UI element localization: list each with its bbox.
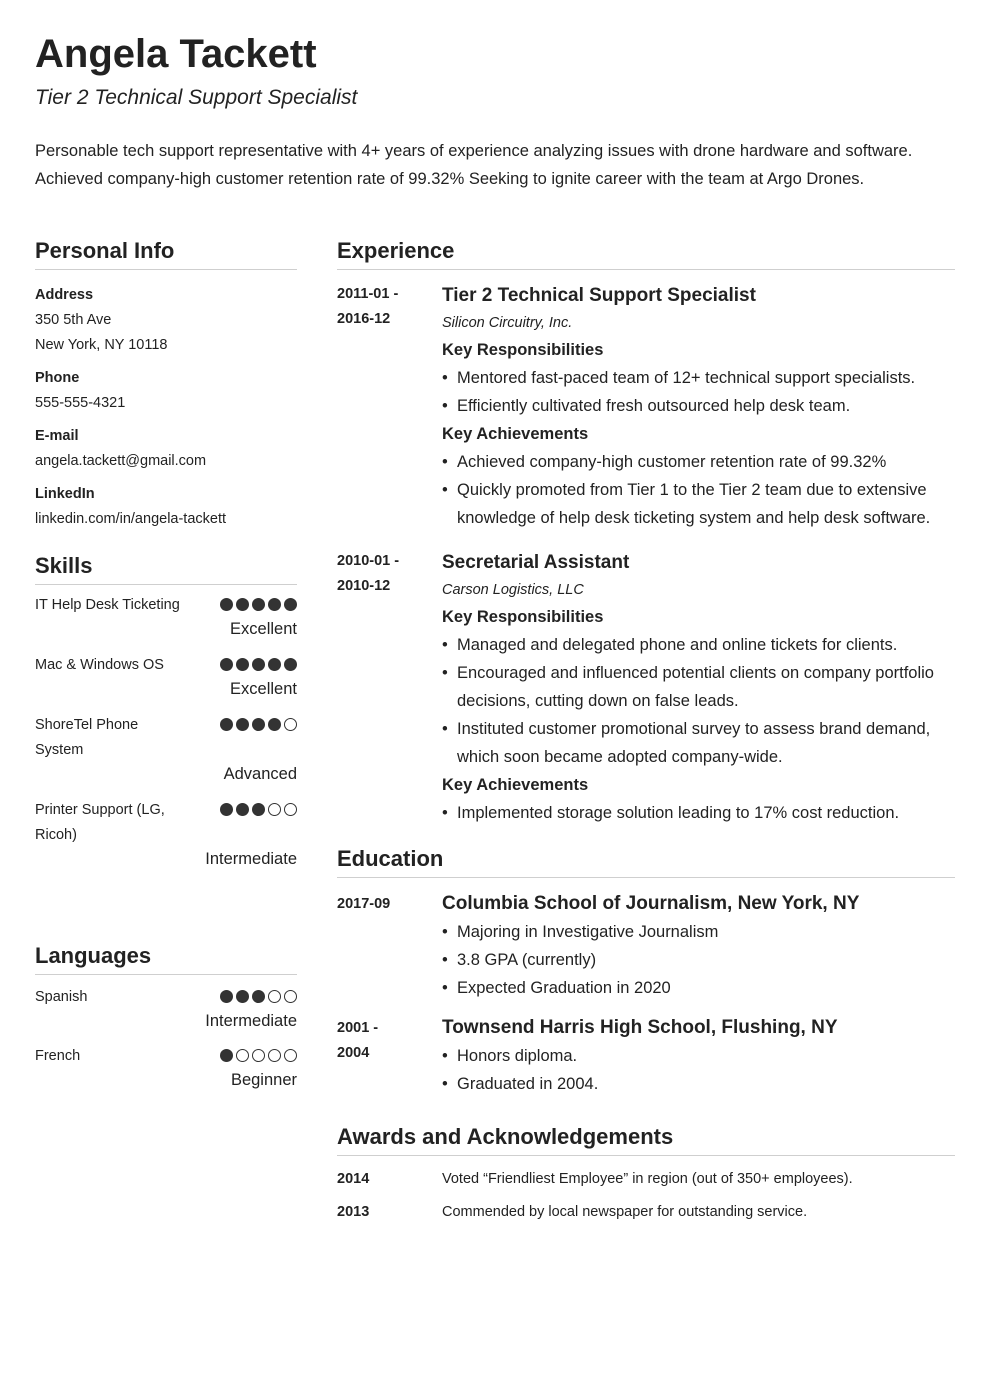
experience-list (337, 282, 955, 827)
award-text: Commended by local newspaper for outstanding service. (442, 1204, 808, 1220)
filled-dot-icon (252, 658, 265, 671)
filled-dot-icon (252, 803, 265, 816)
skill-item (35, 593, 297, 642)
filled-dot-icon (236, 598, 249, 611)
award-item (337, 1168, 955, 1201)
skill-level: Advanced (223, 765, 297, 783)
phone-label: Phone (35, 370, 80, 386)
empty-dot-icon (252, 1049, 265, 1062)
email-value: angela.tackett@gmail.com (35, 453, 207, 469)
bullet-list (442, 448, 955, 532)
bullet-item: • Quickly promoted from Tier 1 to the Tier 2 team due to extensive knowledge of help desk ticketing system and help desk software. (442, 476, 955, 532)
empty-dot-icon (268, 803, 281, 816)
filled-dot-icon (220, 803, 233, 816)
bullet-item: • Implemented storage solution leading to 17% cost reduction. (442, 799, 955, 827)
address-label: Address (35, 287, 94, 303)
language-item (35, 1044, 297, 1093)
bullet-list (442, 364, 955, 420)
summary-paragraph: Personable tech support representative with 4+ years of experience analyzing issues with drone hardware and software. Achieved company-high customer retention rate of 99.32% Seeking to ignite career with the team at Argo Drones. (35, 142, 913, 188)
experience-section (337, 236, 955, 827)
personal-info-heading: Personal Info (35, 238, 175, 263)
address-line-1: 350 5th Ave (35, 312, 112, 328)
school-name: Townsend Harris High School, Flushing, NY (442, 1017, 838, 1038)
education-entry (337, 890, 955, 1002)
school-name: Columbia School of Journalism, New York, NY (442, 893, 860, 914)
experience-body (442, 282, 955, 532)
date-start: 2011-01 - (337, 286, 399, 302)
bullet-item: • Graduated in 2004. (442, 1070, 955, 1098)
bullet-item: • 3.8 GPA (currently) (442, 946, 955, 974)
filled-dot-icon (268, 598, 281, 611)
skill-level: Excellent (230, 620, 297, 638)
email-label: E-mail (35, 428, 79, 444)
skill-name: Mac & Windows OS (35, 657, 164, 673)
bullet-item: • Honors diploma. (442, 1042, 955, 1070)
bullet-list (442, 799, 955, 827)
languages-section (35, 941, 297, 1093)
company-name: Silicon Circuitry, Inc. (442, 315, 573, 331)
rating-dots (220, 718, 297, 734)
bullet-item: • Mentored fast-paced team of 12+ technical support specialists. (442, 364, 955, 392)
bullet-list (442, 631, 955, 771)
experience-body (442, 549, 955, 827)
skill-level: Intermediate (205, 850, 297, 868)
date-start: 2017-09 (337, 896, 391, 912)
filled-dot-icon (252, 990, 265, 1003)
date-start: 2010-01 - (337, 553, 400, 569)
education-entry (337, 1014, 955, 1098)
skills-section (35, 551, 297, 872)
skills-list (35, 593, 297, 872)
personal-info-section (35, 236, 297, 532)
rating-dots (220, 658, 297, 674)
bullet-item: • Efficiently cultivated fresh outsourced help desk team. (442, 392, 955, 420)
experience-entry (337, 549, 955, 827)
job-title: Secretarial Assistant (442, 552, 630, 573)
award-text: Voted “Friendliest Employee” in region (out of 350+ employees). (442, 1171, 853, 1187)
bullet-item: • Achieved company-high customer retention rate of 99.32% (442, 448, 955, 476)
empty-dot-icon (284, 1049, 297, 1062)
education-dates (337, 1016, 417, 1066)
languages-heading: Languages (35, 943, 152, 968)
skills-heading: Skills (35, 553, 93, 578)
rating-dots (220, 598, 297, 614)
empty-dot-icon (236, 1049, 249, 1062)
filled-dot-icon (236, 990, 249, 1003)
address-line-2: New York, NY 10118 (35, 337, 168, 353)
education-heading: Education (337, 846, 444, 871)
experience-heading: Experience (337, 238, 455, 263)
phone-value: 555-555-4321 (35, 395, 126, 411)
skill-level: Intermediate (205, 1012, 297, 1030)
empty-dot-icon (284, 990, 297, 1003)
bullet-item: • Instituted customer promotional survey to assess brand demand, which soon became adopted company-wide. (442, 715, 955, 771)
award-year: 2014 (337, 1171, 370, 1187)
language-name: Spanish (35, 989, 88, 1005)
experience-dates (337, 549, 417, 599)
skill-item (35, 653, 297, 702)
skill-item (35, 798, 297, 872)
bullet-item: • Majoring in Investigative Journalism (442, 918, 955, 946)
education-dates (337, 892, 417, 917)
filled-dot-icon (268, 658, 281, 671)
language-name: French (35, 1048, 81, 1064)
filled-dot-icon (220, 658, 233, 671)
filled-dot-icon (252, 718, 265, 731)
responsibilities-label: Key Responsibilities (442, 341, 604, 359)
education-section (337, 844, 955, 1098)
bullet-list (442, 918, 955, 1002)
skill-name: ShoreTel Phone System (35, 717, 139, 758)
filled-dot-icon (220, 598, 233, 611)
experience-entry (337, 282, 955, 532)
awards-heading: Awards and Acknowledgements (337, 1124, 674, 1149)
filled-dot-icon (284, 598, 297, 611)
skill-name: IT Help Desk Ticketing (35, 597, 180, 613)
filled-dot-icon (220, 718, 233, 731)
award-year: 2013 (337, 1204, 370, 1220)
candidate-name: Angela Tackett (35, 32, 317, 76)
filled-dot-icon (220, 1049, 233, 1062)
bullet-list (442, 1042, 955, 1098)
filled-dot-icon (236, 803, 249, 816)
linkedin-value: linkedin.com/in/angela-tackett (35, 511, 227, 527)
rating-dots (220, 803, 297, 819)
education-body (442, 1014, 955, 1098)
skill-level: Excellent (230, 680, 297, 698)
awards-list (337, 1168, 955, 1234)
filled-dot-icon (220, 990, 233, 1003)
empty-dot-icon (284, 718, 297, 731)
filled-dot-icon (236, 658, 249, 671)
empty-dot-icon (284, 803, 297, 816)
bullet-item: • Managed and delegated phone and online tickets for clients. (442, 631, 955, 659)
filled-dot-icon (252, 598, 265, 611)
awards-section (337, 1122, 955, 1234)
language-item (35, 985, 297, 1034)
education-list (337, 890, 955, 1098)
date-end: 2010-12 (337, 578, 391, 594)
date-start: 2001 - (337, 1020, 379, 1036)
languages-list (35, 985, 297, 1093)
bullet-item: • Expected Graduation in 2020 (442, 974, 955, 1002)
linkedin-label: LinkedIn (35, 486, 95, 502)
experience-dates (337, 282, 417, 332)
bullet-item: • Encouraged and influenced potential clients on company portfolio decisions, cutting down on false leads. (442, 659, 955, 715)
skill-name: Printer Support (LG, Ricoh) (35, 802, 165, 843)
skill-level: Beginner (230, 1071, 297, 1089)
filled-dot-icon (268, 718, 281, 731)
achievements-label: Key Achievements (442, 776, 589, 794)
rating-dots (220, 1049, 297, 1065)
job-title: Tier 2 Technical Support Specialist (442, 285, 756, 306)
company-name: Carson Logistics, LLC (442, 582, 584, 598)
rating-dots (220, 990, 297, 1006)
responsibilities-label: Key Responsibilities (442, 608, 604, 626)
education-body (442, 890, 955, 1002)
empty-dot-icon (268, 990, 281, 1003)
award-item (337, 1201, 955, 1234)
skill-item (35, 713, 297, 787)
filled-dot-icon (236, 718, 249, 731)
filled-dot-icon (284, 658, 297, 671)
achievements-label: Key Achievements (442, 425, 589, 443)
candidate-title: Tier 2 Technical Support Specialist (35, 86, 358, 109)
date-end: 2004 (337, 1045, 370, 1061)
date-end: 2016-12 (337, 311, 391, 327)
empty-dot-icon (268, 1049, 281, 1062)
